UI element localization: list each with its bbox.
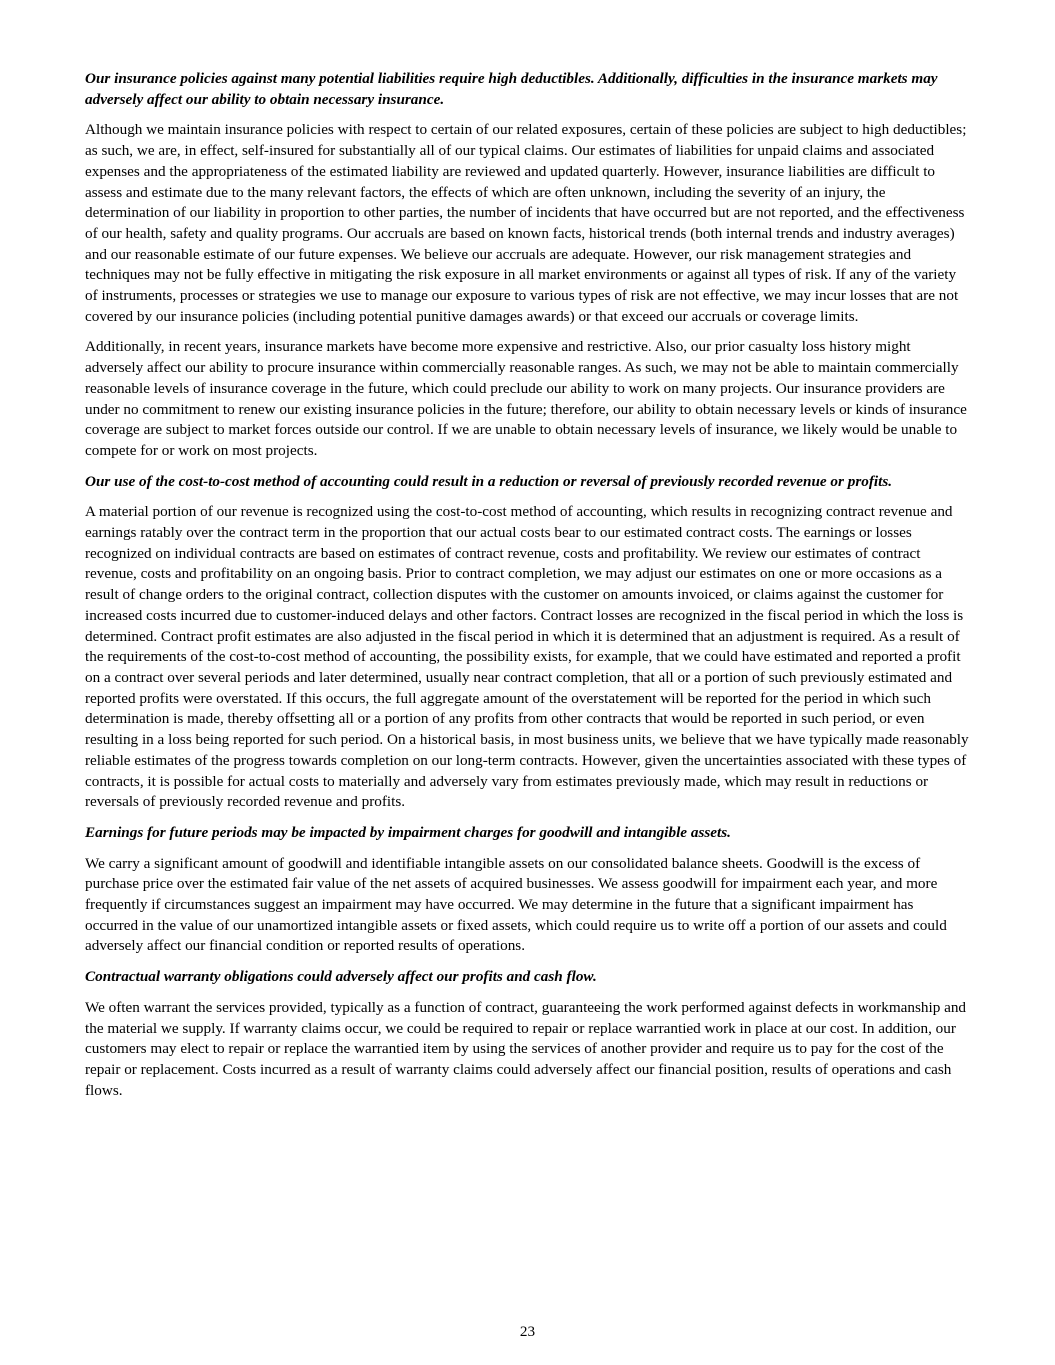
paragraph-insurance-accruals: Although we maintain insurance policies with respect to certain of our related exposures, certain of these policies are subject to high deductibles; as such, we are, in effect, self-insured for substantially all of our typical claims. Our estimates of liabilities for unpaid claims and associated expenses and the appropriateness of the estimated liability are reviewed and updated quarterly. However, insurance liabilities are difficult to assess and estimate due to the many relevant factors, the effects of which are often unknown, including the severity of an injury, the determination of our liability in proportion to other parties, the number of incidents that have occurred but are not reported, and the effectiveness of our health, safety and quality programs. Our accruals are based on known facts, historical trends (both internal trends and industry averages) and our reasonable estimate of our future expenses. We believe our accruals are adequate. However, our risk management strategies and techniques may not be fully effective in mitigating the risk exposure in all market environments or against all types of risk. If any of the variety of instruments, processes or strategies we use to manage our exposure to various types of risk are not effective, we may incur losses that are not covered by our insurance policies (including potential punitive damages awards) or that exceed our accruals or coverage limits. bbox=[85, 121, 967, 325]
paragraph-impairment: We carry a significant amount of goodwill and identifiable intangible assets on our consolidated balance sheets. Goodwill is the excess of purchase price over the estimated fair value of the net assets of acquired businesses. We assess goodwill for impairment each year, and more frequently if circumstances suggest an impairment may have occurred. We may determine in the future that a significant impairment has occurred in the value of our unamortized intangible assets or fixed assets, which could require us to write off a portion of our assets and could adversely affect our financial condition or reported results of operations. bbox=[85, 854, 947, 955]
section-heading-cost-to-cost: Our use of the cost-to-cost method of accounting could result in a reduction or reversal of previously recorded revenue or profits. bbox=[85, 472, 893, 490]
paragraph-insurance-markets: Additionally, in recent years, insurance markets have become more expensive and restrictive. Also, our prior casualty loss history might adversely affect our ability to procure insurance within commercially reasonable ranges. As such, we may not be able to maintain commercially reasonable levels of insurance coverage in the future, which could preclude our ability to work on many projects. Our insurance providers are under no commitment to renew our existing insurance policies in the future; therefore, our ability to obtain necessary levels or kinds of insurance coverage are subject to market forces outside our control. If we are unable to obtain necessary levels of insurance, we likely would be unable to compete for or work on most projects. bbox=[85, 338, 967, 459]
section-heading-insurance: Our insurance policies against many potential liabilities require high deductibles. Additionally, difficulties in the insurance markets may adversely affect our ability to obtain necessary insurance. bbox=[85, 70, 938, 108]
page-number: 23 bbox=[519, 1323, 536, 1340]
paragraph-warranty: We often warrant the services provided, typically as a function of contract, guaranteeing the work performed against defects in workmanship and the material we supply. If warranty claims occur, we could be required to repair or replace warrantied work in place at our cost. In addition, our customers may elect to repair or replace the warrantied item by using the services of another provider and require us to pay for the cost of the repair or replacement. Costs incurred as a result of warranty claims could adversely affect our financial position, results of operations and cash flows. bbox=[85, 998, 967, 1099]
section-heading-impairment: Earnings for future periods may be impacted by impairment charges for goodwill and intangible assets. bbox=[85, 823, 731, 841]
paragraph-cost-to-cost: A material portion of our revenue is recognized using the cost-to-cost method of accounting, which results in recognizing contract revenue and earnings ratably over the contract term in the proportion that our actual costs bear to our estimated contract costs. The earnings or losses recognized on individual contracts are based on estimates of contract revenue, costs and profitability. We review our estimates of contract revenue, costs and profitability on an ongoing basis. Prior to contract completion, we may adjust our estimates on one or more occasions as a result of change orders to the original contract, collection disputes with the customer on amounts invoiced, or claims against the customer for increased costs incurred due to customer-induced delays and other factors. Contract losses are recognized in the fiscal period in which the loss is determined. Contract profit estimates are also adjusted in the fiscal period in which it is determined that an adjustment is required. As a result of the requirements of the cost-to-cost method of accounting, the possibility exists, for example, that we could have estimated and reported a profit on a contract over several periods and later determined, usually near contract completion, that all or a portion of such previously estimated and reported profits were overstated. If this occurs, the full aggregate amount of the overstatement will be reported for the period in which such determination is made, thereby offsetting all or a portion of any profits from other contracts that would be reported in such period, or even resulting in a loss being reported for such period. On a historical basis, in most business units, we believe that we have typically made reasonably reliable estimates of the progress towards completion on our long-term contracts. However, given the uncertainties associated with these types of contracts, it is possible for actual costs to materially and adversely vary from estimates previously made, which may result in reductions or reversals of previously recorded revenue and profits. bbox=[85, 503, 969, 811]
document-page bbox=[85, 69, 969, 1111]
section-heading-warranty: Contractual warranty obligations could adversely affect our profits and cash flow. bbox=[85, 968, 597, 986]
